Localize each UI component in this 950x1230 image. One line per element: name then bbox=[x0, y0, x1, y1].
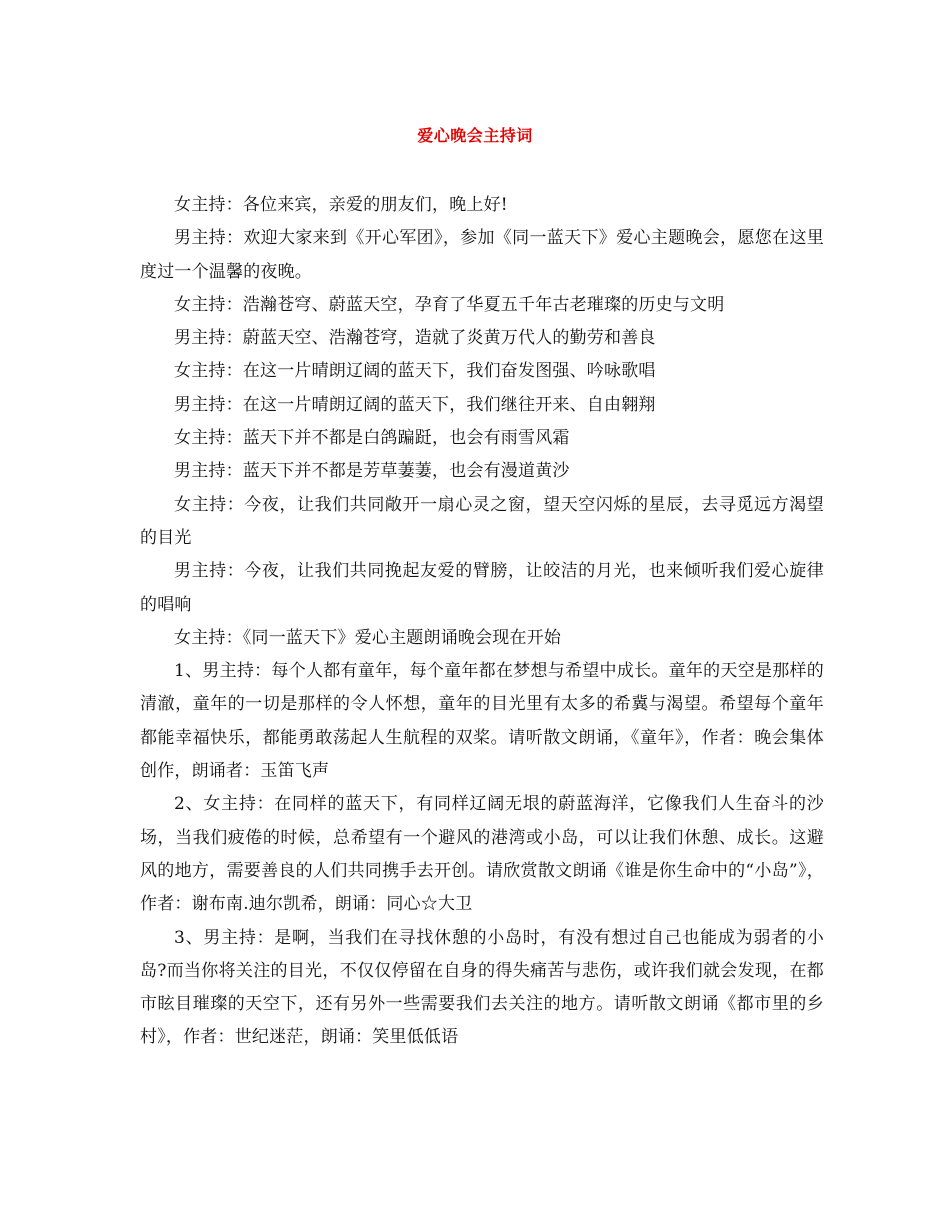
paragraph: 2、女主持：在同样的蓝天下，有同样辽阔无垠的蔚蓝海洋，它像我们人生奋斗的沙场，当我们疲倦的时候，总希望有一个避风的港湾或小岛，可以让我们休憩、成长。这避风的地方，需要善良的人们共同携手去开创。请欣赏散文朗诵《谁是你生命中的“小岛”》，作者：谢布南.迪尔凯希，朗诵：同心☆大卫 bbox=[140, 794, 824, 915]
paragraph: 女主持：在这一片晴朗辽阔的蓝天下，我们奋发图强、吟咏歌唱 bbox=[174, 361, 656, 382]
paragraph: 1、男主持：每个人都有童年，每个童年都在梦想与希望中成长。童年的天空是那样的清澈，童年的一切是那样的令人怀想，童年的目光里有太多的希冀与渴望。希望每个童年都能幸福快乐，都能勇敢荡起人生航程的双桨。请听散文朗诵，《童年》，作者：晚会集体创作，朗诵者：玉笛飞声 bbox=[140, 661, 824, 782]
paragraph: 男主持：蔚蓝天空、浩瀚苍穹，造就了炎黄万代人的勤劳和善良 bbox=[174, 328, 656, 349]
paragraph: 男主持：蓝天下并不都是芳草萋萋，也会有漫道黄沙 bbox=[174, 461, 570, 482]
paragraph: 女主持：今夜，让我们共同敞开一扇心灵之窗，望天空闪烁的星辰，去寻觅远方渴望的目光 bbox=[140, 494, 824, 548]
document-body bbox=[140, 189, 824, 1055]
document-title: 爱心晚会主持词 bbox=[417, 126, 533, 145]
paragraph: 男主持：今夜，让我们共同挽起友爱的臂膀，让皎洁的月光，也来倾听我们爱心旋律的唱响 bbox=[140, 561, 824, 615]
paragraph: 女主持：蓝天下并不都是白鸽蹁跹，也会有雨雪风霜 bbox=[174, 428, 570, 449]
paragraph: 女主持：浩瀚苍穹、蔚蓝天空，孕育了华夏五千年古老璀璨的历史与文明 bbox=[174, 294, 725, 315]
paragraph: 女主持：《同一蓝天下》爱心主题朗诵晚会现在开始 bbox=[174, 627, 562, 648]
paragraph: 男主持：在这一片晴朗辽阔的蓝天下，我们继往开来、自由翱翔 bbox=[174, 394, 656, 415]
paragraph: 女主持：各位来宾，亲爱的朋友们，晚上好! bbox=[174, 195, 508, 215]
paragraph: 男主持：欢迎大家来到《开心军团》，参加《同一蓝天下》爱心主题晚会，愿您在这里度过一个温馨的夜晚。 bbox=[140, 228, 824, 282]
paragraph: 3、男主持：是啊，当我们在寻找休憩的小岛时，有没有想过自己也能成为弱者的小岛?而当你将关注的目光，不仅仅停留在自身的得失痛苦与悲伤，或许我们就会发现，在都市眩目璀璨的天空下，还有另外一些需要我们去关注的地方。请听散文朗诵《都市里的乡村》，作者：世纪迷茫，朗诵：笑里低低语 bbox=[140, 927, 824, 1048]
